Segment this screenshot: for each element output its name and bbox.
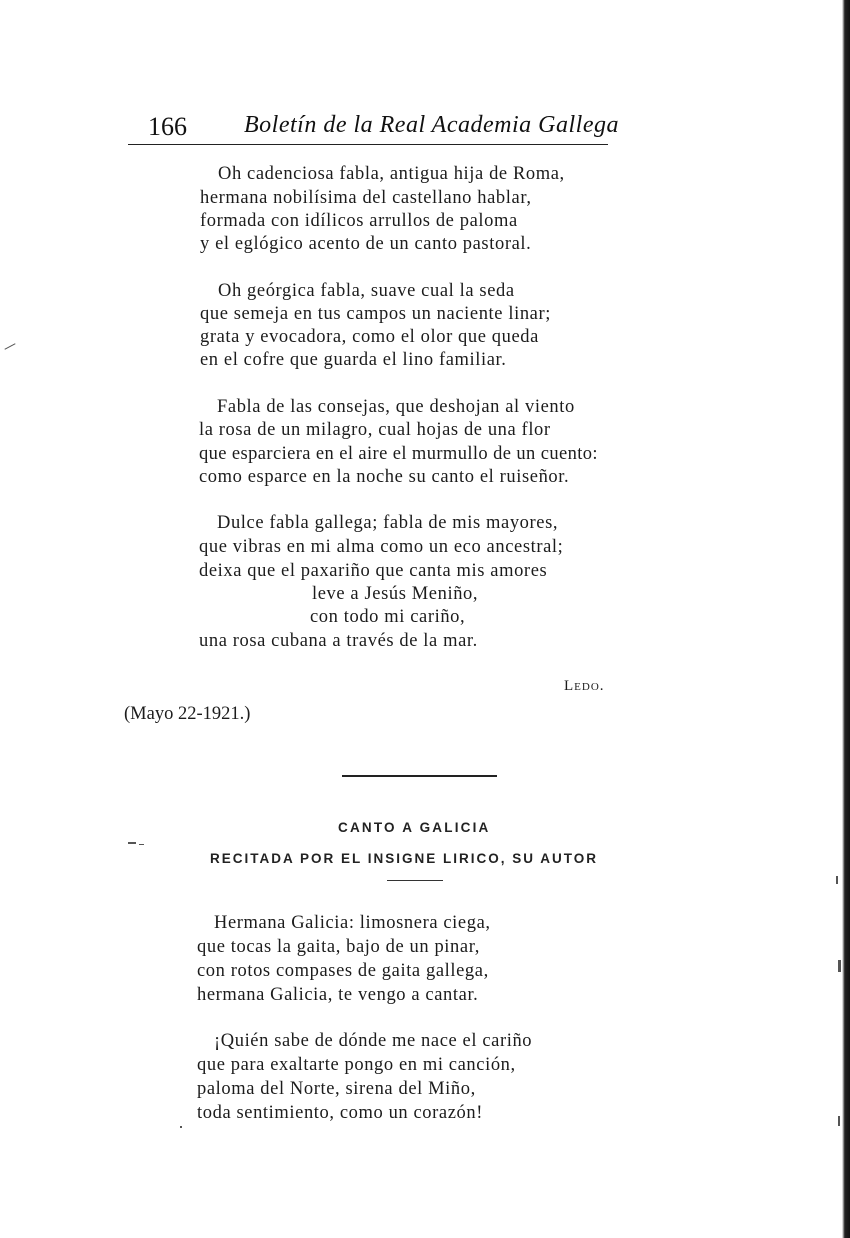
title-rule	[387, 880, 443, 881]
verse-line: hermana Galicia, te vengo a cantar.	[197, 985, 479, 1005]
verse-line: hermana nobilísima del castellano hablar,	[200, 188, 532, 208]
poem-subtitle: RECITADA POR EL INSIGNE LIRICO, SU AUTOR	[210, 851, 599, 866]
verse-line: con todo mi cariño,	[310, 607, 466, 627]
verse-line: la rosa de un milagro, cual hojas de una flor	[199, 420, 551, 440]
verse-line: una rosa cubana a través de la mar.	[199, 631, 478, 651]
verse-line: con rotos compases de gaita gallega,	[197, 961, 489, 981]
verse-line: deixa que el paxariño que canta mis amores	[199, 561, 548, 581]
running-title: Boletín de la Real Academia Gallega	[244, 112, 619, 138]
verse-line: que esparciera en el aire el murmullo de un cuento:	[199, 444, 598, 464]
scan-speck	[836, 876, 838, 884]
verse-line: en el cofre que guarda el lino familiar.	[200, 350, 507, 370]
verse-line: que tocas la gaita, bajo de un pinar,	[197, 937, 480, 957]
verse-line: Oh cadenciosa fabla, antigua hija de Roma,	[218, 164, 565, 184]
scan-speck	[139, 844, 144, 845]
verse-line: como esparce en la noche su canto el ruiseñor.	[199, 467, 570, 487]
verse-line: que semeja en tus campos un naciente linar;	[200, 304, 551, 324]
scan-speck	[180, 1126, 182, 1128]
author-signature: Ledo.	[564, 678, 605, 694]
page-number: 166	[148, 112, 187, 141]
verse-line: formada con idílicos arrullos de paloma	[200, 211, 518, 231]
verse-line: grata y evocadora, como el olor que queda	[200, 327, 539, 347]
verse-line: leve a Jesús Meniño,	[312, 584, 479, 604]
verse-line: Hermana Galicia: limosnera ciega,	[214, 913, 491, 933]
verse-line: Fabla de las consejas, que deshojan al viento	[217, 397, 575, 417]
scan-speck	[128, 842, 136, 844]
verse-line: paloma del Norte, sirena del Miño,	[197, 1079, 476, 1099]
section-separator	[342, 775, 497, 777]
verse-line: toda sentimiento, como un corazón!	[197, 1103, 484, 1123]
verse-line: y el eglógico acento de un canto pastoral.	[200, 234, 532, 254]
verse-line: Dulce fabla gallega; fabla de mis mayores,	[217, 513, 559, 533]
scan-speck	[838, 1116, 840, 1126]
scan-speck	[838, 960, 841, 972]
verse-line: ¡Quién sabe de dónde me nace el cariño	[214, 1031, 533, 1051]
scan-speck	[4, 343, 15, 350]
poem-title: CANTO A GALICIA	[338, 820, 491, 835]
verse-line: Oh geórgica fabla, suave cual la seda	[218, 281, 515, 301]
verse-line: que para exaltarte pongo en mi canción,	[197, 1055, 516, 1075]
dateline: (Mayo 22-1921.)	[124, 704, 251, 724]
verse-line: que vibras en mi alma como un eco ancestral;	[199, 537, 564, 557]
page-binding-edge	[842, 0, 850, 1238]
header-rule	[128, 144, 608, 145]
